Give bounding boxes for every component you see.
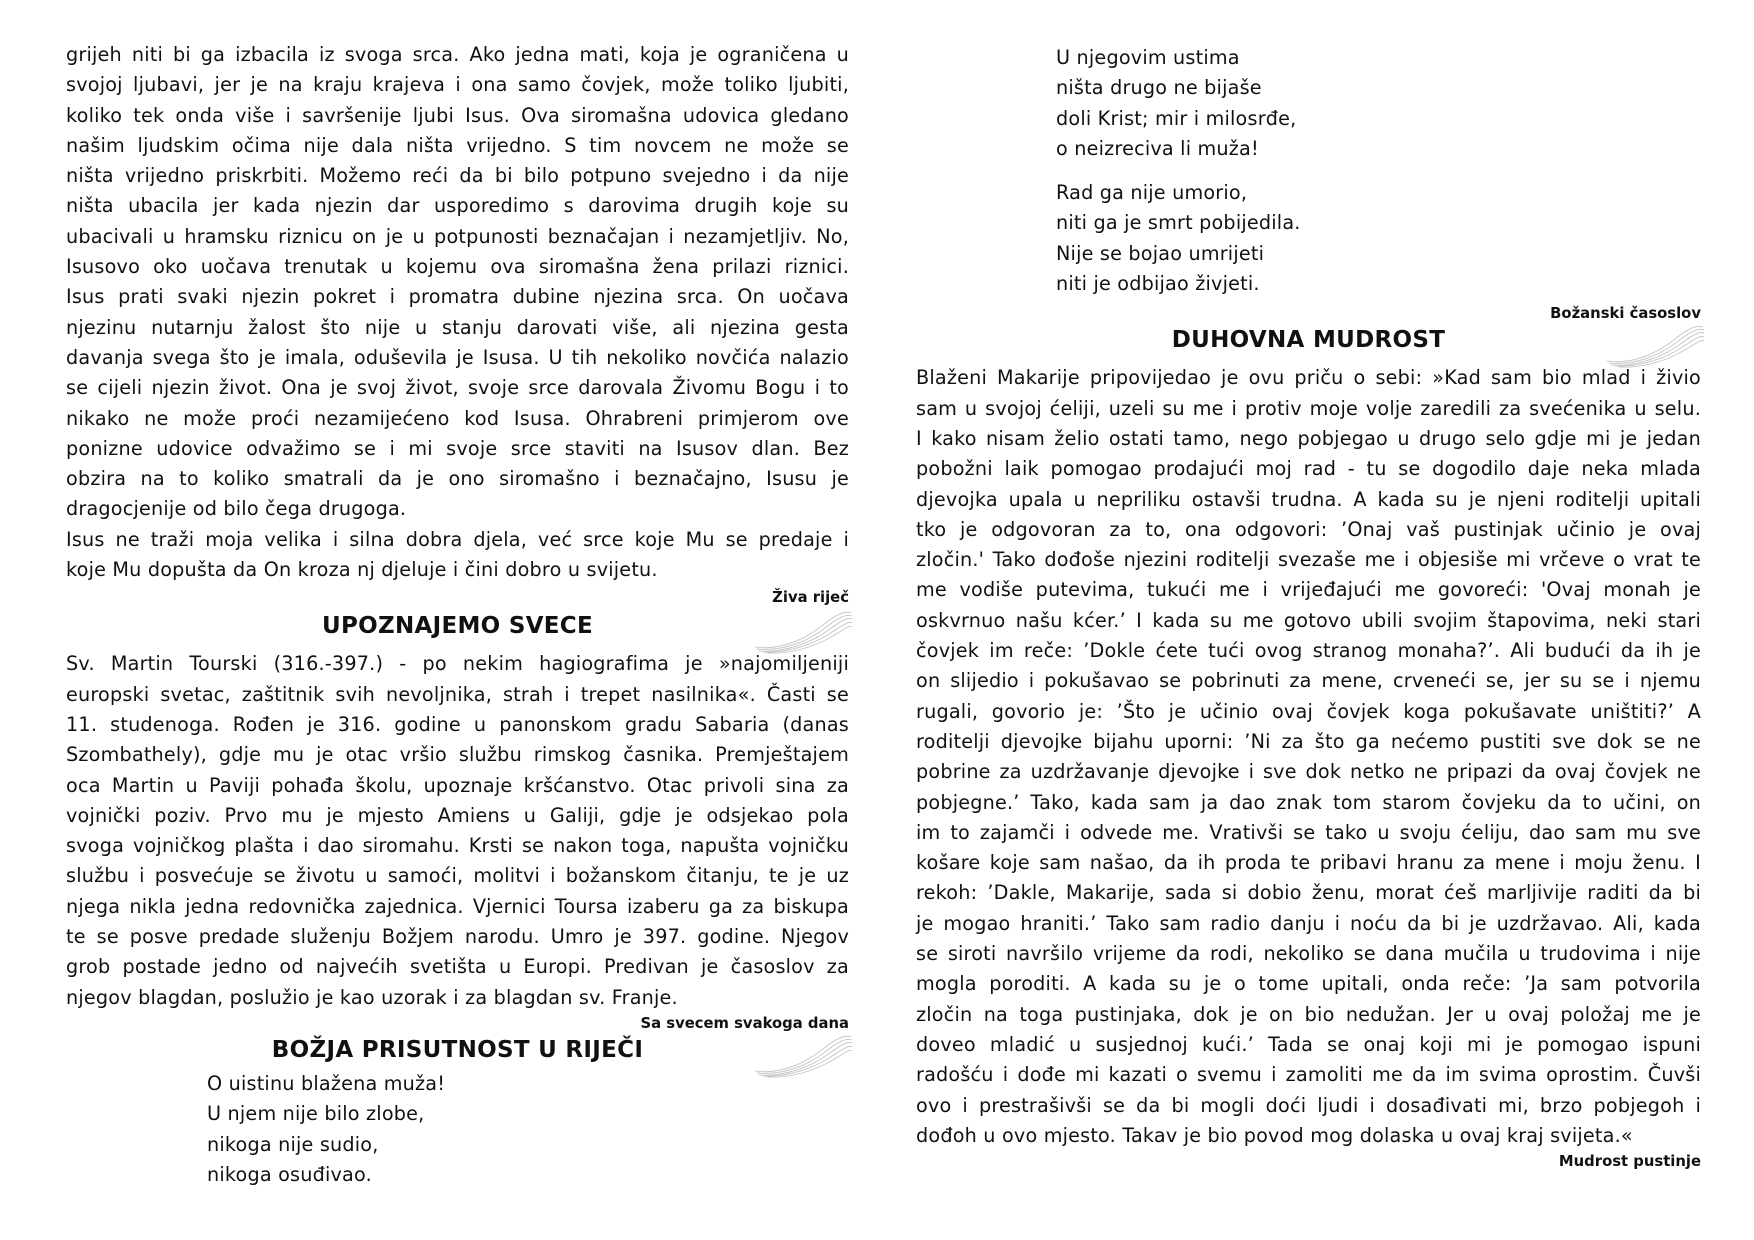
text-line: svojoj ljubavi, jer je na kraju krajeva i ona samo čovjek, može toliko ljubiti, [66, 73, 849, 97]
text-line: njega nikla jedna redovnička zajednica. Vjernici Toursa izaberu ga za biskupa [66, 894, 849, 918]
text-line: sam u svojoj ćeliji, uzeli su me i protiv moje volje zaredili za svećenika u selu. [916, 396, 1701, 420]
text-line: se siroti navršilo vrijeme da rodi, nekoliko se dana mučila u trudovima i nije [916, 942, 1701, 966]
text-line: Isus prati svaki njezin pokret i promatra dubine njezina srca. On uočava [66, 285, 849, 309]
heading-text: BOŽJA PRISUTNOST U RIJEČI [271, 1036, 644, 1063]
text-line: oca Martin u Paviji pohađa školu, upoznaje kršćanstvo. Otac privoli sina za [66, 773, 849, 797]
source-ziva-rijec: Živa riječ [772, 589, 849, 607]
text-line: nikoga osuđivao. [207, 1162, 372, 1186]
text-line: košare koje sam našao, da ih proda te pribavi hranu za mene i moju ženu. I [916, 851, 1701, 875]
text-line: radošću i dođe mi kazati o svemu i zamoliti me da im svima oprostim. Čuvši [916, 1063, 1701, 1087]
text-line: grob postade jedno od najvećih svetišta u Europi. Predivan je časoslov za [66, 955, 849, 979]
section-heading-bozja-prisutnost [66, 1035, 849, 1065]
heading-text: UPOZNAJEMO SVECE [322, 613, 593, 640]
text-line: im to zajamči i odvede me. Vrativši se tako u svoju ćeliju, dao sam mu sve [916, 820, 1701, 844]
source-mudrost-pustinje: Mudrost pustinje [1558, 1153, 1701, 1171]
text-line: 11. studenoga. Rođen je 316. godine u panonskom gradu Sabaria (danas [66, 712, 849, 736]
text-line: nikoga nije sudio, [207, 1132, 379, 1156]
text-line: ništa vrijedno priskrbiti. Možemo reći da bi bilo potpuno svejedno i da nije [66, 164, 849, 188]
text-line: njezinu nutarnju žalost što nije u stanju darovati više, ali njezina gesta [66, 315, 849, 339]
makarije-story-paragraph [916, 363, 1701, 1151]
text-line: svoga vojničkog plašta i dao siromahu. Krsti se nakon toga, napušta vojničku [66, 834, 849, 858]
text-line: Nije se bojao umrijeti [1056, 241, 1265, 265]
decorative-swirl-icon [753, 1031, 853, 1079]
text-line: pobožni laik pomogao prodajući moj rad - tu se dogodilo daje neka mlada [916, 457, 1701, 481]
source-bozanski-casoslov: Božanski časoslov [1550, 305, 1701, 323]
text-line: Rad ga nije umorio, [1056, 181, 1248, 205]
text-line: zločin na toga pustinjaka, dok je on bio nedužan. Jer u ovaj položaj me je [916, 1002, 1701, 1026]
text-line: koje Mu dopušta da On kroza nj djeluje i čini dobro u svijetu. [66, 558, 658, 582]
decorative-swirl-icon [1605, 321, 1705, 369]
right-page [916, 0, 1701, 1171]
text-line: europski svetac, zaštitnik svih nevoljnika, strah i trepet nasilnika«. Časti se [66, 682, 849, 706]
text-line: djevojka upala u nepriliku ostavši trudna. A kada su je njeni roditelji upitali [916, 487, 1701, 511]
text-line: ovo i prestrašivši se da bi mogli doći ljudi i dosađivati mi, brzo pobjegoh i [916, 1093, 1701, 1117]
poem-stanza [1056, 178, 1701, 299]
poem-stanza [207, 1069, 849, 1190]
text-line: pobjegne.’ Tako, kada sam ja dao znak tom starom čovjeku da to učini, on [916, 790, 1701, 814]
left-page [66, 0, 849, 1190]
text-line: rekoh: ’Dakle, Makarije, sada si dobio ženu, morat ćeš marljivije raditi da bi [916, 881, 1701, 905]
text-line: grijeh niti bi ga izbacila iz svoga srca. Ako jedna mati, koja je ograničena u [66, 43, 849, 66]
text-line: niti ga je smrt pobijedila. [1056, 211, 1301, 235]
text-line: Szombathely), gdje mu je otac vršio službu rimskog časnika. Premještajem [66, 743, 849, 767]
closing-paragraph [66, 525, 849, 586]
text-line: doli Krist; mir i milosrđe, [1056, 106, 1297, 130]
text-line: Sv. Martin Tourski (316.-397.) - po nekim hagiografima je »najomiljeniji [66, 652, 849, 676]
text-line: pobrine za uzdržavanje djevojke i sve dok netko ne pripazi da ovaj čovjek ne [916, 760, 1701, 784]
text-line: čovjek im reče: ’Dokle ćete tući ovog stranog monaha?’. Ali budući da ih je [916, 639, 1701, 663]
text-line: doveo mladić u susjednoj kući.’ Tada se onaj koji mi je pomogao ispuni [916, 1032, 1701, 1056]
text-line: davanja svega što je imala, oduševila je Isusa. U tih nekoliko novčića nalazio [66, 345, 849, 369]
text-line: on slijedio i pokušavao se pobrinuti za mene, crveneći se, jer su se i njemu [916, 669, 1701, 693]
text-line: koliko tek onda više i savršenije ljubi Isus. Ova siromašna udovica gledano [66, 103, 849, 127]
text-line: rugali, govorio je: ’Što je učinio ovaj čovjek koga pokušavate uništiti?’ A [916, 699, 1701, 723]
text-line: je mogao hraniti.’ Tako sam radio danju i noću da bi je uzdržavao. Ali, kada [916, 911, 1701, 935]
text-line: Isusovo oko uočava trenutak u kojemu ova siromašna žena prilazi riznici. [66, 255, 849, 279]
text-line: roditelji djevojke bijahu uporni: ’Ni za što ga nećemo pustiti sve dok se ne [916, 729, 1701, 753]
text-line: ništa ubacila jer kada njezin dar usporedimo s darovima drugih koje su [66, 194, 849, 218]
text-line: ponizne udovice odvažimo se i mi svoje srce staviti na Isusov dlan. Bez [66, 436, 849, 460]
text-line: Isus ne traži moja velika i silna dobra djela, već srce koje Mu se predaje i [66, 527, 849, 551]
saint-martin-paragraph [66, 649, 849, 1013]
text-line: dragocjenije od bilo čega drugoga. [66, 497, 407, 521]
text-line: službu i posvećuje se životu u samoći, molitvi i božanskom čitanju, te je uz [66, 864, 849, 888]
text-line: dođoh u ovo mjesto. Takav je bio povod mog dolaska u ovaj kraj svijeta.« [916, 1123, 1633, 1147]
text-line: našim ljudskim očima nije dala ništa vrijedno. S tim novcem ne može se [66, 133, 849, 157]
text-line: O uistinu blažena muža! [207, 1071, 446, 1095]
text-line: Blaženi Makarije pripovijedao je ovu priču o sebi: »Kad sam bio mlad i živio [916, 366, 1701, 390]
text-line: njegov blagdan, poslužio je kao uzorak i za blagdan sv. Franje. [66, 985, 678, 1009]
text-line: se cijeli njezin život. Ona je svoj život, svoje srce darovala Živomu Bogu i to [66, 376, 849, 400]
text-line: me vodiše putevima, tukući me i vrijeđajući me govoreći: 'Ovaj monah je [916, 578, 1701, 602]
text-line: vojnički poziv. Prvo mu je mjesto Amiens u Galiji, gdje je odsjekao pola [66, 803, 849, 827]
decorative-swirl-icon [753, 607, 853, 655]
poem-stanza [1056, 43, 1701, 164]
text-line: U njegovim ustima [1056, 46, 1240, 69]
text-line: zločin.' Tako dođoše njezini roditelji svezaše me i objesiše mi vrčeve o vrat te [916, 548, 1701, 572]
section-heading-upoznajemo-svece [66, 611, 849, 641]
text-line: te se posve predade služenju Božjem narodu. Umro je 397. godine. Njegov [66, 925, 849, 949]
text-line: ništa drugo ne bijaše [1056, 76, 1262, 100]
text-line: oskvrnuo našu kćer.’ I kada su me gotovo ubili svojim štapovima, neki stari [916, 608, 1701, 632]
section-heading-duhovna-mudrost [916, 325, 1701, 355]
widow-reflection-paragraph [66, 40, 849, 525]
text-line: obzira na to koliko smatrali da je ono siromašno i beznačajno, Isusu je [66, 467, 849, 491]
heading-text: DUHOVNA MUDROST [1171, 327, 1446, 354]
source-sa-svecem: Sa svecem svakoga dana [640, 1014, 849, 1032]
text-line: nikako ne može proći nezamijećeno kod Isusa. Ohrabreni primjerom ove [66, 406, 849, 430]
text-line: niti je odbijao živjeti. [1056, 272, 1260, 296]
text-line: I kako nisam želio ostati tamo, nego pobjegao u drugo selo gdje mi je jedan [916, 426, 1701, 450]
text-line: tko je odgovoran za to, ona odgovori: ’Onaj vaš pustinjak učinio je ovaj [916, 517, 1701, 541]
text-line: U njem nije bilo zlobe, [207, 1102, 425, 1126]
text-line: o neizreciva li muža! [1056, 136, 1259, 160]
text-line: mogla poroditi. A kada su je o tome upitali, onda reče: ’Ja sam potvorila [916, 972, 1701, 996]
text-line: ubacivali u hramsku riznicu on je u potpunosti beznačajan i nezamjetljiv. No, [66, 224, 849, 248]
